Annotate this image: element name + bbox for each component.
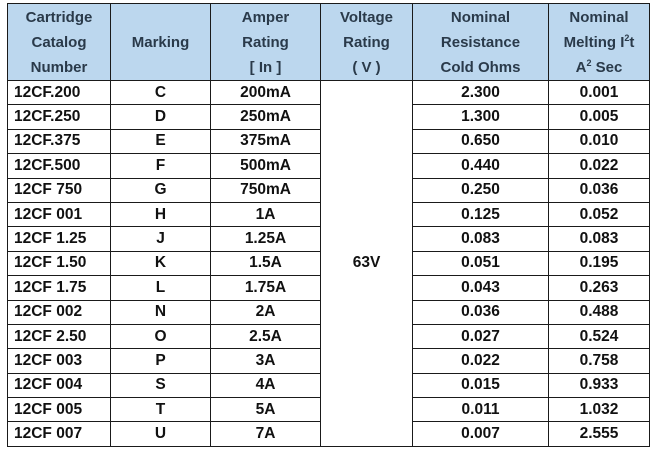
melting-cell: 0.933 — [549, 373, 650, 397]
header-resistance-line: Nominal — [450, 8, 511, 26]
melting-cell: 2.555 — [549, 422, 650, 446]
resistance-cell: 0.022 — [413, 349, 549, 373]
header-nominal-resistance — [413, 4, 549, 81]
catalog-number-cell: 12CF 1.25 — [8, 227, 111, 251]
header-melting-line: Nominal — [569, 8, 629, 26]
melting-cell: 0.083 — [549, 227, 650, 251]
marking-cell: U — [111, 422, 211, 446]
marking-cell: E — [111, 129, 211, 153]
catalog-number-cell: 12CF 003 — [8, 349, 111, 373]
header-catalog-number — [8, 4, 111, 81]
table-body — [8, 81, 650, 447]
marking-cell: S — [111, 373, 211, 397]
header-marking: Marking — [111, 4, 211, 81]
marking-cell: D — [111, 105, 211, 129]
resistance-cell: 0.007 — [413, 422, 549, 446]
header-resistance-line: Resistance — [440, 33, 521, 51]
amper-rating-cell: 4A — [211, 373, 321, 397]
amper-rating-cell: 2.5A — [211, 324, 321, 348]
melting-cell: 0.010 — [549, 129, 650, 153]
header-nominal-melting — [549, 4, 650, 81]
melting-cell: 0.758 — [549, 349, 650, 373]
resistance-cell: 0.051 — [413, 251, 549, 275]
resistance-cell: 0.015 — [413, 373, 549, 397]
header-voltage-line: ( V ) — [352, 58, 381, 76]
amper-rating-cell: 1.5A — [211, 251, 321, 275]
melting-cell: 0.263 — [549, 276, 650, 300]
fuse-spec-table — [7, 3, 650, 447]
catalog-number-cell: 12CF.500 — [8, 154, 111, 178]
amper-rating-cell: 200mA — [211, 81, 321, 105]
header-catalog-line: Number — [30, 58, 88, 76]
catalog-number-cell: 12CF 2.50 — [8, 324, 111, 348]
header-voltage-rating — [321, 4, 413, 81]
header-melting-text: Melting I — [563, 33, 625, 51]
header-melting-line — [549, 30, 649, 55]
melting-cell: 0.005 — [549, 105, 650, 129]
marking-cell: L — [111, 276, 211, 300]
marking-cell: N — [111, 300, 211, 324]
marking-cell: T — [111, 398, 211, 422]
header-voltage-line: Rating — [343, 33, 390, 51]
marking-cell: H — [111, 202, 211, 226]
header-melting-line — [549, 55, 649, 80]
melting-cell: 0.022 — [549, 154, 650, 178]
header-amper-line: [ In ] — [249, 58, 282, 76]
catalog-number-cell: 12CF 005 — [8, 398, 111, 422]
amper-rating-cell: 7A — [211, 422, 321, 446]
resistance-cell: 0.043 — [413, 276, 549, 300]
melting-cell: 0.195 — [549, 251, 650, 275]
catalog-number-cell: 12CF 1.75 — [8, 276, 111, 300]
melting-cell: 0.036 — [549, 178, 650, 202]
resistance-cell: 0.011 — [413, 398, 549, 422]
melting-cell: 0.524 — [549, 324, 650, 348]
melting-cell: 0.052 — [549, 202, 650, 226]
header-catalog-line: Catalog — [31, 33, 87, 51]
resistance-cell: 0.036 — [413, 300, 549, 324]
header-amper-line: Rating — [242, 33, 289, 51]
voltage-rating-cell: 63V — [321, 81, 413, 447]
amper-rating-cell: 375mA — [211, 129, 321, 153]
amper-rating-cell: 250mA — [211, 105, 321, 129]
catalog-number-cell: 12CF.200 — [8, 81, 111, 105]
amper-rating-cell: 750mA — [211, 178, 321, 202]
catalog-number-cell: 12CF 001 — [8, 202, 111, 226]
catalog-number-cell: 12CF 1.50 — [8, 251, 111, 275]
catalog-number-cell: 12CF 007 — [8, 422, 111, 446]
melting-cell: 1.032 — [549, 398, 650, 422]
header-resistance-line: Cold Ohms — [440, 58, 521, 76]
resistance-cell: 0.440 — [413, 154, 549, 178]
amper-rating-cell: 1.25A — [211, 227, 321, 251]
amper-rating-cell: 500mA — [211, 154, 321, 178]
header-row — [8, 4, 650, 81]
marking-cell: P — [111, 349, 211, 373]
table-row — [8, 81, 650, 105]
header-voltage-line: Voltage — [339, 8, 394, 26]
header-catalog-line: Cartridge — [25, 8, 93, 26]
resistance-cell: 0.083 — [413, 227, 549, 251]
header-amper-line: Amper — [241, 8, 290, 26]
catalog-number-cell: 12CF 002 — [8, 300, 111, 324]
amper-rating-cell: 1.75A — [211, 276, 321, 300]
resistance-cell: 2.300 — [413, 81, 549, 105]
marking-cell: K — [111, 251, 211, 275]
catalog-number-cell: 12CF.375 — [8, 129, 111, 153]
header-melting-unit-tail: Sec — [591, 58, 623, 76]
header-melting-tail: t — [629, 33, 635, 51]
amper-rating-cell: 3A — [211, 349, 321, 373]
catalog-number-cell: 12CF.250 — [8, 105, 111, 129]
resistance-cell: 1.300 — [413, 105, 549, 129]
marking-cell: C — [111, 81, 211, 105]
header-amper-rating — [211, 4, 321, 81]
amper-rating-cell: 1A — [211, 202, 321, 226]
melting-cell: 0.488 — [549, 300, 650, 324]
header-melting-unit-superscript: 2 — [586, 57, 592, 68]
header-melting-unit: A — [575, 58, 587, 76]
resistance-cell: 0.650 — [413, 129, 549, 153]
marking-cell: G — [111, 178, 211, 202]
marking-cell: O — [111, 324, 211, 348]
catalog-number-cell: 12CF 004 — [8, 373, 111, 397]
amper-rating-cell: 5A — [211, 398, 321, 422]
melting-cell: 0.001 — [549, 81, 650, 105]
amper-rating-cell: 2A — [211, 300, 321, 324]
resistance-cell: 0.250 — [413, 178, 549, 202]
catalog-number-cell: 12CF 750 — [8, 178, 111, 202]
marking-cell: F — [111, 154, 211, 178]
resistance-cell: 0.125 — [413, 202, 549, 226]
resistance-cell: 0.027 — [413, 324, 549, 348]
marking-cell: J — [111, 227, 211, 251]
header-melting-superscript: 2 — [624, 32, 630, 43]
